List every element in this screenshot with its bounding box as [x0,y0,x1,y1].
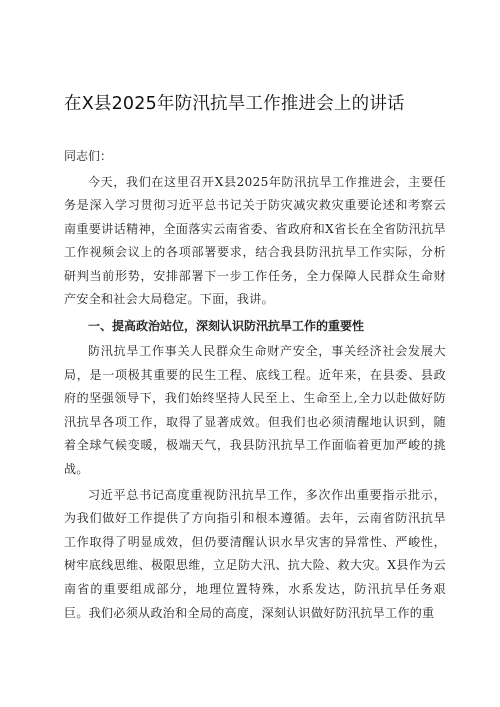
section-paragraph-1: 防汛抗旱工作事关人民群众生命财产安全，事关经济社会发展大局，是一项极其重要的民生工程、底线工程。近年来，在县委、县政府的坚强领导下，我们始终坚持人民至上、生命至上,全力以赴做好防汛抗旱各项工作，取得了显著成效。但我们也必须清醒地认识到，随着全球气候变暖，极端天气，我县防汛抗旱工作面临着更加严峻的挑战。 [64,344,446,477]
document-title: 在X县2025年防汛抗旱工作推进会上的讲话 [64,94,405,114]
document-body [64,143,446,627]
salutation: 同志们： [64,149,113,163]
intro-paragraph: 今天，我们在这里召开X县2025年防汛抗旱工作推进会，主要任务是深入学习贯彻习近平总书记关于防灾减灾救灾重要论述和考察云南重要讲话精神，全面落实云南省委、省政府和X省长在全省防汛抗旱工作视频会议上的各项部署要求，结合我县防汛抗旱工作实际，分析研判当前形势，安排部署下一步工作任务，全力保障人民群众生命财产安全和社会大局稳定。下面，我讲。 [64,174,446,307]
section-paragraph-2: 习近平总书记高度重视防汛抗旱工作，多次作出重要指示批示，为我们做好工作提供了方向指引和根本遵循。去年，云南省防汛抗旱工作取得了明显成效，但仍要清醒认识水旱灾害的异常性、严峻性，树牢底线思维、极限思维，立足防大汛、抗大险、救大灾。X县作为云南省的重要组成部分，地理位置特殊，水系发达，防汛抗旱任务艰巨。我们必须从政治和全局的高度，深刻认识做好防汛抗旱工作的重 [64,487,446,620]
section-heading: 一、提高政治站位，深刻认识防汛抗旱工作的重要性 [88,319,365,334]
